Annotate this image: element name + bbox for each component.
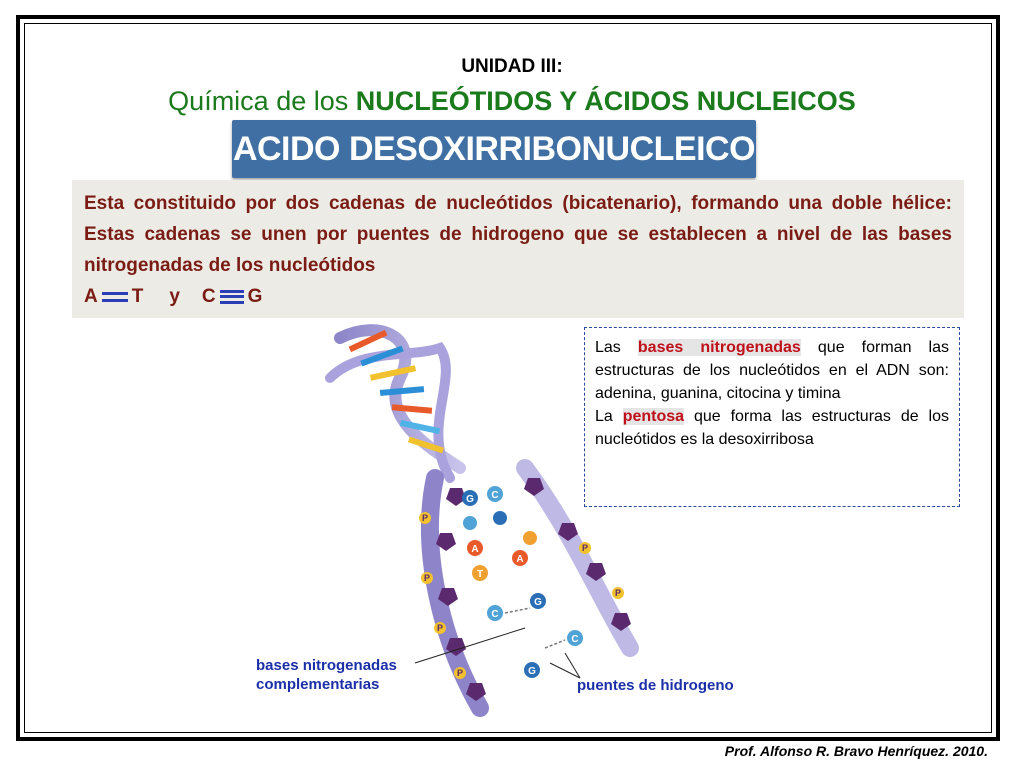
title-banner: ACIDO DESOXIRRIBONUCLEICO: [232, 120, 756, 178]
info-p2-after: que forma las estructuras de los nucleótidos es la desoxirribosa: [595, 408, 949, 448]
base-t-label: T: [476, 569, 484, 580]
base-a-label: A: [516, 554, 524, 565]
triple-bond-icon: [220, 289, 244, 305]
pair1-a: A: [84, 286, 98, 307]
phosphate-label: P: [456, 668, 464, 678]
base-c-label: C: [491, 490, 499, 501]
base-c-label: C: [491, 609, 499, 620]
phosphate-label: P: [614, 588, 622, 598]
info-p1-after: que forman las estructuras de los nucleótidos en el ADN son: adenina, guanina, citocina y timina: [595, 339, 950, 402]
base-a-label: A: [471, 544, 479, 555]
pair2-b: G: [247, 286, 263, 307]
pair-connector: y: [169, 286, 180, 307]
base-g-label: G: [534, 597, 542, 608]
label-bases-line2: complementarias: [256, 676, 380, 693]
slide-subtitle: [0, 86, 1024, 117]
phosphate-label: P: [581, 543, 589, 553]
highlight-pentose: pentosa: [622, 408, 685, 425]
info-p2-before: La: [595, 408, 623, 425]
description-text: Esta constituido por dos cadenas de nucleótidos (bicatenario), formando una doble hélice: Estas cadenas se unen por puentes de hidrogeno que se establecen a nivel de las bases nitrogenadas de los nucleótidos: [84, 193, 952, 276]
base-g-label: G: [466, 494, 474, 505]
helix-top: [330, 330, 460, 478]
phosphate-label: P: [421, 513, 429, 523]
label-complementary-bases: [256, 656, 397, 694]
double-bond-icon: [102, 291, 128, 303]
label-bases-line1: bases nitrogenadas: [256, 657, 397, 674]
base-c-label: C: [571, 634, 579, 645]
phosphate-label: P: [436, 623, 444, 633]
label-hydrogen-bridges: puentes de hidrogeno: [577, 677, 734, 694]
pair1-b: T: [131, 286, 144, 307]
phosphate-label: P: [423, 573, 431, 583]
highlight-bases: bases nitrogenadas: [637, 339, 801, 356]
description-box: [72, 180, 964, 318]
unit-heading: UNIDAD III:: [461, 56, 563, 77]
base-g-label: G: [528, 666, 536, 677]
footer-credit: Prof. Alfonso R. Bravo Henríquez. 2010.: [724, 743, 988, 759]
subtitle-main: NUCLEÓTIDOS Y ÁCIDOS NUCLEICOS: [355, 86, 856, 116]
info-p1-before: Las: [595, 339, 638, 356]
subtitle-prefix: Química de los: [168, 86, 356, 116]
pair2-a: C: [201, 286, 216, 307]
base-pairs-line: [84, 281, 952, 312]
